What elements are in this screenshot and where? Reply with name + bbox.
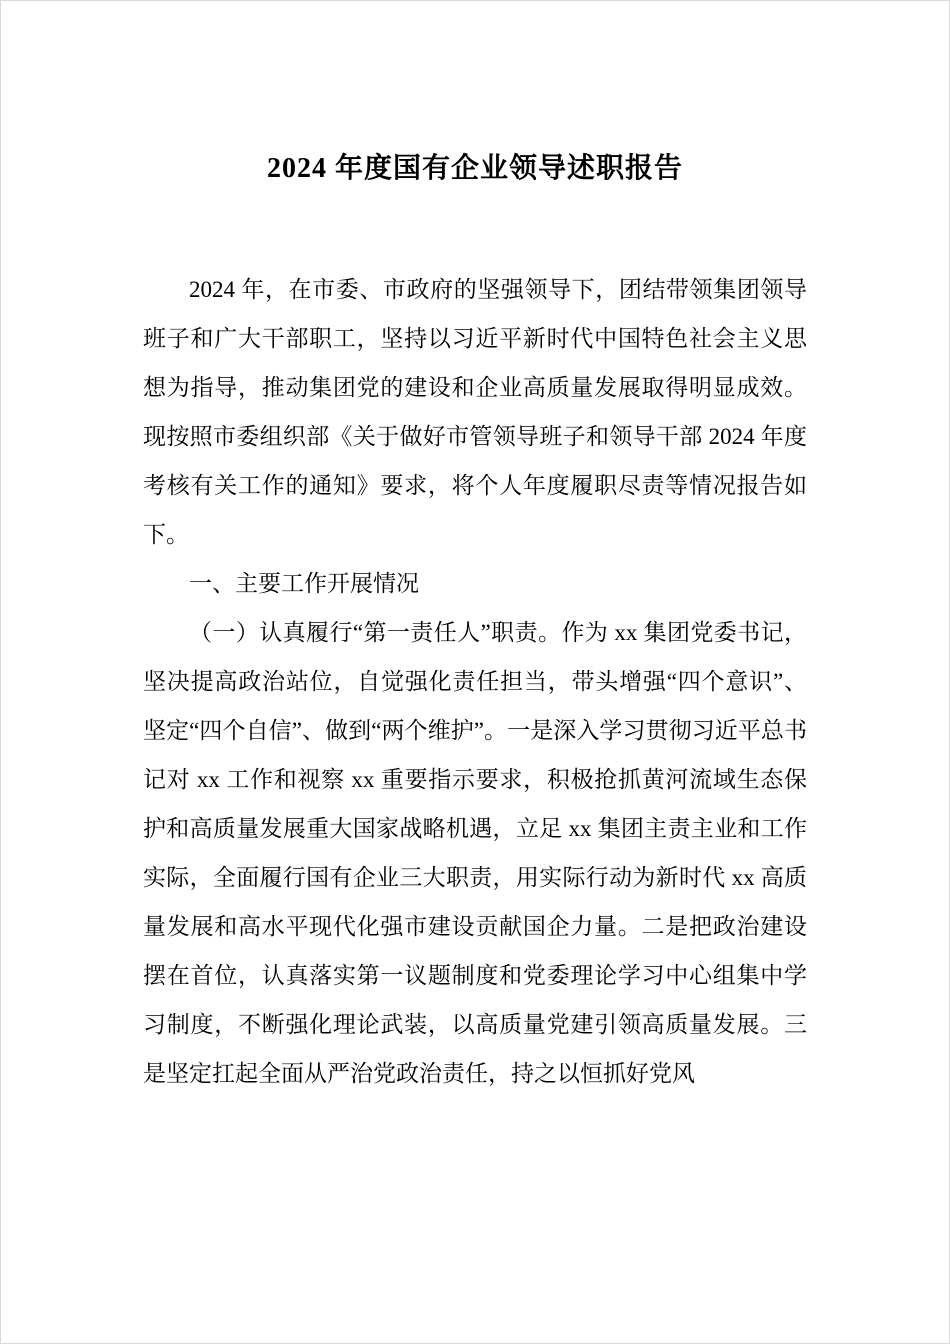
document-title: 2024 年度国有企业领导述职报告 — [266, 153, 683, 184]
document-body — [143, 265, 807, 1098]
section-heading-main-work: 一、主要工作开展情况 — [189, 571, 419, 597]
paragraph-intro: 2024 年，在市委、市政府的坚强领导下，团结带领集团领导班子和广大干部职工，坚持以习近平新时代中国特色社会主义思想为指导，推动集团党的建设和企业高质量发展取得明显成效。现按照市委组织部《关于做好市管领导班子和领导干部 2024 年度考核有关工作的通知》要求，将个人年度履职尽责等情况报告如下。 — [143, 277, 807, 548]
paragraph-section-one: （一）认真履行“第一责任人”职责。作为 xx 集团党委书记，坚决提高政治站位，自觉强化责任担当，带头增强“四个意识”、坚定“四个自信”、做到“两个维护”。一是深入学习贯彻习近平总书记对 xx 工作和视察 xx 重要指示要求，积极抢抓黄河流域生态保护和高质量发展重大国家战略机遇，立足 xx 集团主责主业和工作实际，全面履行国有企业三大职责，用实际行动为新时代 xx 高质量发展和高水平现代化强市建设贡献国企力量。二是把政治建设摆在首位，认真落实第一议题制度和党委理论学习中心组集中学习制度，不断强化理论武装，以高质量党建引领高质量发展。三是坚定扛起全面从严治党政治责任，持之以恒抓好党风 — [143, 620, 808, 1087]
